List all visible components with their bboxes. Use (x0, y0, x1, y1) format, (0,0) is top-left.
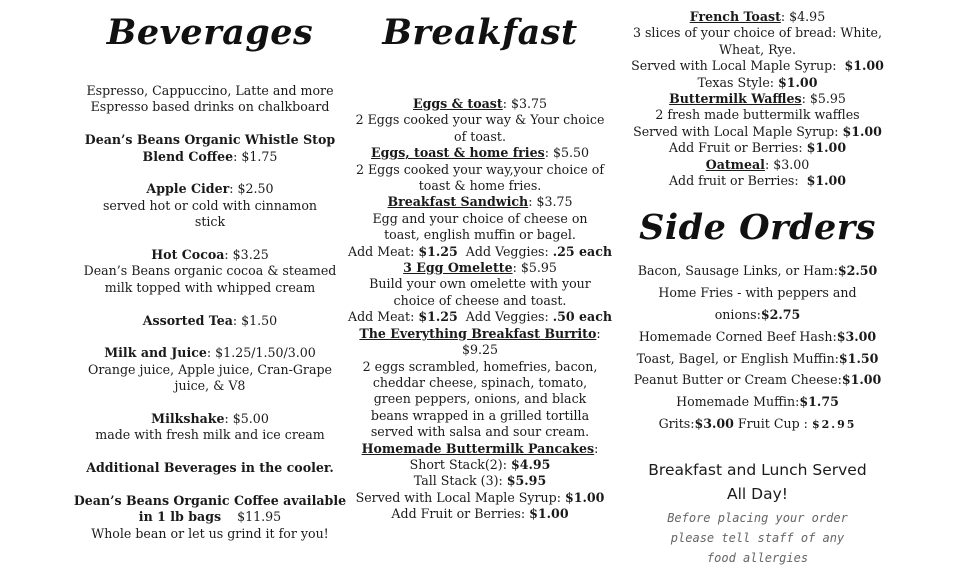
waffles-item (625, 91, 890, 107)
side-item (625, 369, 890, 391)
item-description: Whole bean or let us grind it for you! (91, 525, 329, 541)
short-stack-label: Short Stack(2): (409, 456, 511, 472)
side-item-label: Homemade Muffin: (676, 394, 800, 410)
item-name: Milkshake (151, 411, 225, 427)
side-item-price: $1.50 (838, 350, 879, 366)
item-name: Buttermilk Waffles (669, 91, 802, 107)
item-name: Assorted Tea (142, 312, 233, 328)
breakfast-list (340, 96, 620, 523)
texas-style-line (625, 75, 890, 91)
french-toast-item (625, 9, 890, 25)
item-description: 2 eggs scrambled, homefries, bacon, (362, 358, 598, 374)
item-price: : $1.75 (233, 148, 278, 164)
served-line: All Day! (727, 484, 788, 503)
item-description: green peppers, onions, and black (373, 391, 587, 407)
fruit-label: Add fruit or Berries: (668, 173, 807, 189)
side-item-price: $2.75 (760, 307, 801, 323)
item-description: 2 Eggs cooked your way & Your choice (355, 112, 605, 128)
add-veggies-label: Add Veggies: (457, 243, 553, 259)
apple-cider-item (60, 181, 360, 197)
short-stack-line (340, 457, 620, 473)
side-item-price: $2.95 (811, 418, 857, 432)
milkshake-item (60, 411, 360, 427)
whistle-stop-item (60, 149, 360, 165)
fruit-label: Add Fruit or Berries: (668, 140, 807, 156)
item-name: in 1 lb bags (138, 509, 222, 525)
texas-style-price: $1.00 (778, 74, 818, 90)
cooler-note: Additional Beverages in the cooler. (86, 460, 334, 476)
side-item (625, 391, 890, 413)
allergy-line: food allergies (706, 550, 809, 565)
item-name: Blend Coffee (142, 148, 234, 164)
item-price: : $5.95 (512, 260, 557, 276)
fruit-price: $1.00 (529, 506, 569, 522)
item-description: Dean’s Beans organic cocoa & steamed (83, 263, 337, 279)
fruit-line (340, 506, 620, 522)
add-meat-label: Add Meat: (347, 309, 419, 325)
item-description: 2 Eggs cooked your way,your choice of (355, 161, 605, 177)
item-description: milk topped with whipped cream (104, 279, 316, 295)
allergy-line: Before placing your order (667, 510, 848, 525)
side-item-label: Grits: (658, 416, 695, 432)
side-item-label: Toast, Bagel, or English Muffin: (636, 350, 839, 366)
item-name: Eggs, toast & home fries (370, 145, 545, 161)
item-description: juice, & V8 (174, 378, 246, 394)
allergy-note (625, 508, 890, 568)
item-description: beans wrapped in a grilled tortilla (370, 407, 590, 423)
eggs-toast-item (340, 96, 620, 112)
add-ons-line (340, 244, 620, 260)
syrup-line (625, 124, 890, 140)
item-name: Homemade Buttermilk Pancakes (361, 440, 595, 456)
side-item (625, 260, 890, 282)
breakfast-heading: Breakfast (382, 12, 578, 53)
item-name: Milk and Juice (104, 345, 207, 361)
add-meat-price: $1.25 (418, 309, 458, 325)
served-all-day-note (625, 458, 890, 506)
breakfast-sandwich-item (340, 194, 620, 210)
item-description: made with fresh milk and ice cream (95, 427, 325, 443)
item-price: $11.95 (221, 509, 282, 525)
side-orders-list (625, 260, 890, 435)
item-price: : $3.75 (528, 194, 573, 210)
item-description: Egg and your choice of cheese on (372, 210, 588, 226)
item-price: : $5.95 (801, 91, 846, 107)
item-description: toast, english muffin or bagel. (384, 227, 576, 243)
burrito-item (340, 326, 620, 342)
item-name: Apple Cider (146, 181, 230, 197)
beverages-heading: Beverages (106, 12, 314, 53)
syrup-price: $1.00 (842, 123, 882, 139)
item-price: : $5.00 (224, 411, 269, 427)
syrup-label: Served with Local Maple Syrup: (631, 58, 845, 74)
item-name: Eggs & toast (412, 96, 503, 111)
item-price: : $1.25/1.50/3.00 (206, 345, 316, 361)
item-name: Dean’s Beans Organic Whistle Stop (84, 132, 336, 148)
item-price: : $3.25 (224, 247, 269, 263)
item-name: 3 Egg Omelette (403, 260, 513, 276)
syrup-price: $1.00 (844, 58, 884, 74)
item-price: : $5.50 (544, 145, 590, 161)
item-description: 3 slices of your choice of bread: White, (632, 25, 883, 41)
item-description: Build your own omelette with your (369, 276, 591, 292)
fruit-line (625, 140, 890, 156)
side-item (625, 304, 890, 326)
item-name: The Everything Breakfast Burrito (359, 325, 597, 341)
texas-style-label: Texas Style: (697, 74, 779, 90)
beverages-column (60, 0, 360, 542)
item-name: Breakfast Sandwich (387, 194, 529, 210)
served-line: Breakfast and Lunch Served (648, 460, 867, 479)
oatmeal-item (625, 157, 890, 173)
add-veggies-price: .25 each (552, 243, 613, 259)
side-item-price: $3.00 (836, 328, 877, 344)
item-price: : $2.50 (229, 181, 274, 197)
add-meat-label: Add Meat: (347, 243, 419, 259)
side-item-label: Homemade Corned Beef Hash: (638, 328, 837, 344)
item-description: Wheat, Rye. (719, 41, 796, 57)
coffee-bags-item (60, 509, 360, 525)
right-column (625, 0, 890, 568)
item-description: served with salsa and sour cream. (370, 424, 590, 440)
item-colon: : (594, 440, 599, 456)
item-description: stick (194, 214, 226, 230)
item-description: cheddar cheese, spinach, tomato, (372, 374, 588, 390)
omelette-item (340, 260, 620, 276)
add-veggies-price: .50 each (552, 309, 613, 325)
item-description: 2 fresh made buttermilk waffles (655, 107, 860, 123)
tall-stack-label: Tall Stack (3): (413, 473, 507, 489)
side-item-label: Peanut Butter or Cream Cheese: (633, 372, 842, 388)
fruit-price: $1.00 (806, 173, 847, 189)
item-name: French Toast (689, 9, 781, 24)
side-item-label: Bacon, Sausage Links, or Ham: (637, 263, 838, 279)
syrup-line (340, 490, 620, 506)
espresso-note-line: Espresso based drinks on chalkboard (90, 99, 330, 115)
side-item (625, 413, 890, 436)
item-price: : $1.50 (232, 312, 278, 328)
tall-stack-line (340, 473, 620, 489)
side-item-price: $2.50 (837, 263, 878, 279)
espresso-note-line: Espresso, Cappuccino, Latte and more (86, 83, 334, 98)
tall-stack-price: $5.95 (506, 473, 547, 489)
side-item-price: $1.00 (841, 372, 882, 388)
beverages-list (60, 83, 360, 542)
add-meat-price: $1.25 (418, 243, 458, 259)
hot-cocoa-item (60, 247, 360, 263)
eggs-fries-item (340, 145, 620, 161)
add-ons-line (340, 309, 620, 325)
breakfast-column (340, 0, 620, 523)
item-description: served hot or cold with cinnamon (102, 197, 318, 213)
side-item (625, 326, 890, 348)
milk-juice-item (60, 345, 360, 361)
item-colon: : (596, 325, 601, 341)
whistle-stop-item (60, 132, 360, 148)
side-item: Home Fries - with peppers and (658, 285, 857, 301)
short-stack-price: $4.95 (510, 456, 551, 472)
fruit-label: Add Fruit or Berries: (391, 506, 530, 522)
fruit-price: $1.00 (806, 140, 847, 156)
syrup-label: Served with Local Maple Syrup: (355, 489, 565, 505)
side-item-label: Fruit Cup : (733, 416, 812, 432)
allergy-line: please tell staff of any (670, 530, 845, 545)
fruit-line (625, 173, 890, 189)
side-item-label: onions: (714, 307, 761, 323)
syrup-price: $1.00 (564, 489, 605, 505)
add-veggies-label: Add Veggies: (457, 309, 553, 325)
assorted-tea-item (60, 313, 360, 329)
pancakes-item (340, 441, 620, 457)
side-item-price: $3.00 (694, 416, 734, 432)
item-price: : $4.95 (780, 9, 826, 24)
side-item (625, 348, 890, 370)
item-description: of toast. (454, 128, 506, 144)
side-item-price: $1.75 (799, 394, 839, 410)
syrup-line (625, 58, 890, 74)
breakfast-continued-list (625, 9, 890, 189)
item-description: toast & home fries. (418, 178, 542, 194)
item-name: Hot Cocoa (151, 247, 225, 263)
coffee-bags-item: Dean’s Beans Organic Coffee available (73, 493, 347, 509)
syrup-label: Served with Local Maple Syrup: (633, 123, 843, 139)
side-orders-heading: Side Orders (639, 207, 876, 249)
item-price: : $3.75 (502, 96, 548, 111)
item-price: $9.25 (461, 342, 499, 358)
item-name: Oatmeal (705, 156, 765, 172)
item-description: Orange juice, Apple juice, Cran-Grape (88, 361, 332, 377)
item-description: choice of cheese and toast. (393, 292, 567, 308)
item-price: : $3.00 (764, 156, 810, 172)
